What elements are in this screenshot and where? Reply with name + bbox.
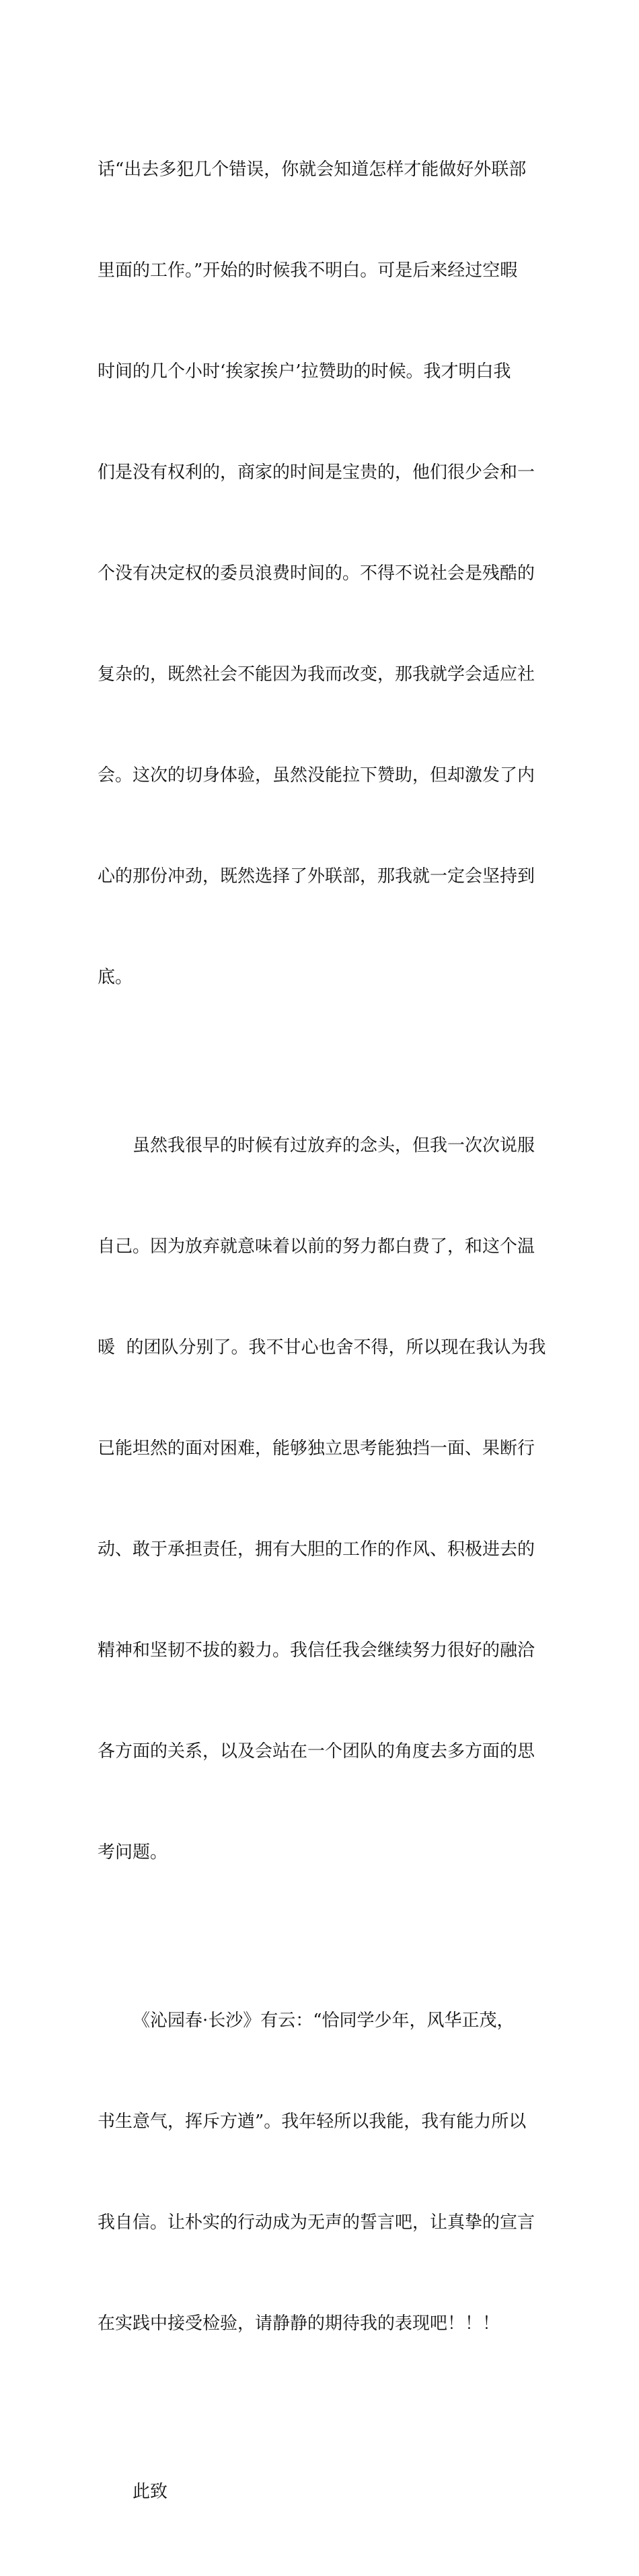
text-line: 复杂的，既然社会不能因为我而改变，那我就学会适应社 xyxy=(98,664,535,685)
text-line: 时间的几个小时‘挨家挨户’拉赞助的时候。我才明白我 xyxy=(98,361,511,382)
text-line: 自己。因为放弃就意味着以前的努力都白费了，和这个温 xyxy=(98,1237,535,1257)
paragraph-3 xyxy=(98,1937,541,2408)
text-line: 们是没有权利的，商家的时间是宝贵的，他们很少会和一 xyxy=(98,462,535,483)
text-line: 底。 xyxy=(98,967,133,987)
text-line: 在实践中接受检验，请静静的期待我的表现吧！！！ xyxy=(98,2313,500,2334)
text-line: 话“出去多犯几个错误，你就会知道怎样才能做好外联部 xyxy=(98,160,527,180)
paragraph-1 xyxy=(98,85,541,1061)
text-line: 精神和坚韧不拔的毅力。我信任我会继续努力很好的融洽 xyxy=(98,1640,535,1661)
text-line: 暖 的团队分别了。我不甘心也舍不得，所以现在我认为我 xyxy=(98,1337,546,1358)
text-line: 里面的工作。”开始的时候我不明白。可是后来经过空暇 xyxy=(98,260,518,281)
text-line: 动、敢于承担责任，拥有大胆的工作的作风、积极进去的 xyxy=(98,1539,535,1560)
text-line: 已能坦然的面对困难，能够独立思考能独挡一面、果断行 xyxy=(98,1438,535,1459)
paragraph-2 xyxy=(98,1061,546,1937)
text-line: 考问题。 xyxy=(98,1842,168,1863)
text-line: 个没有决定权的委员浪费时间的。不得不说社会是残酷的 xyxy=(98,563,535,584)
body-text xyxy=(98,85,546,2576)
text-line: 《沁园春·长沙》有云：“恰同学少年，风华正茂， xyxy=(133,2011,515,2031)
paragraph-closing xyxy=(98,2408,541,2576)
closing-salutation: 此致 xyxy=(133,2482,168,2502)
text-line: 虽然我很早的时候有过放弃的念头，但我一次次说服 xyxy=(133,1136,535,1156)
text-line: 各方面的关系，以及会站在一个团队的角度去多方面的思 xyxy=(98,1741,535,1762)
text-line: 心的那份冲劲，既然选择了外联部，那我就一定会坚持到 xyxy=(98,866,535,886)
text-line: 我自信。让朴实的行动成为无声的誓言吧，让真挚的宣言 xyxy=(98,2213,535,2233)
text-line: 会。这次的切身体验，虽然没能拉下赞助，但却激发了内 xyxy=(98,765,535,786)
text-line: 书生意气，挥斥方遒”。我年轻所以我能，我有能力所以 xyxy=(98,2112,527,2132)
